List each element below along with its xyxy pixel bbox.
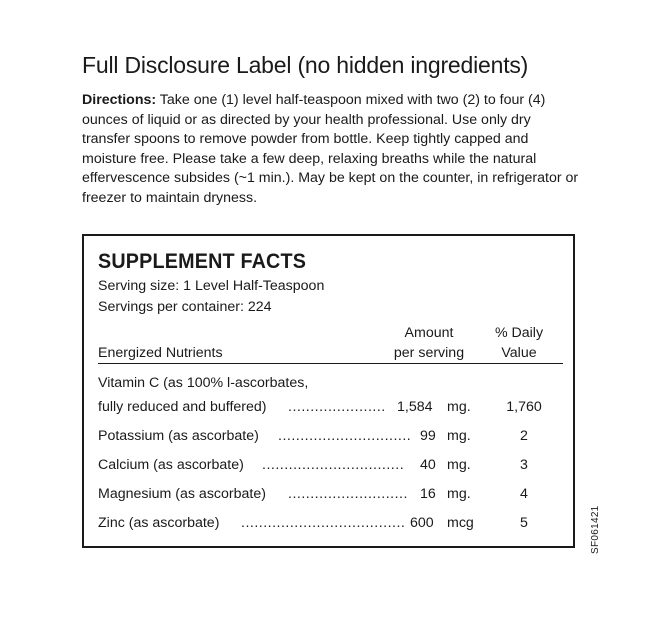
page-title: Full Disclosure Label (no hidden ingredients) bbox=[82, 52, 529, 78]
amount-header-line1: Amount bbox=[404, 325, 454, 341]
amount-header-line2: per serving bbox=[393, 345, 465, 361]
leader-dots: ..................................... bbox=[241, 515, 406, 531]
nutrient-amount: 40 bbox=[420, 457, 436, 473]
directions-paragraph bbox=[82, 91, 580, 209]
supplement-facts-panel bbox=[82, 234, 575, 548]
label-code: SF061421 bbox=[590, 505, 601, 554]
nutrient-name-vitamin-c: fully reduced and buffered) bbox=[98, 399, 267, 415]
nutrient-unit: mg. bbox=[447, 486, 471, 502]
nutrient-amount: 1,584 bbox=[397, 399, 433, 415]
nutrient-name-magnesium: Magnesium (as ascorbate) bbox=[98, 486, 266, 502]
nutrient-daily-value: 4 bbox=[520, 486, 528, 502]
nutrient-unit: mcg bbox=[447, 515, 474, 531]
nutrient-name-vitamin-c-line1: Vitamin C (as 100% l-ascorbates, bbox=[98, 375, 309, 391]
nutrient-daily-value: 5 bbox=[520, 515, 528, 531]
leader-dots: ........................... bbox=[288, 486, 408, 502]
nutrient-daily-value: 2 bbox=[520, 428, 528, 444]
nutrient-amount: 16 bbox=[420, 486, 436, 502]
nutrient-daily-value: 1,760 bbox=[506, 399, 542, 415]
facts-heading: SUPPLEMENT FACTS bbox=[98, 250, 307, 273]
amount-header bbox=[388, 323, 470, 363]
nutrient-name-potassium: Potassium (as ascorbate) bbox=[98, 428, 259, 444]
nutrient-amount: 99 bbox=[420, 428, 436, 444]
daily-value-header-line2: Value bbox=[501, 345, 537, 361]
daily-value-header bbox=[484, 323, 554, 363]
leader-dots: ...................... bbox=[288, 399, 386, 415]
header-rule bbox=[98, 363, 563, 364]
nutrient-unit: mg. bbox=[447, 399, 471, 415]
nutrient-unit: mg. bbox=[447, 428, 471, 444]
nutrient-unit: mg. bbox=[447, 457, 471, 473]
daily-value-header-line1: % Daily bbox=[494, 325, 544, 341]
leader-dots: .............................. bbox=[278, 428, 412, 444]
leader-dots: ................................ bbox=[262, 457, 405, 473]
servings-per-container: Servings per container: 224 bbox=[98, 299, 272, 315]
nutrients-header: Energized Nutrients bbox=[98, 345, 223, 361]
nutrient-name-zinc: Zinc (as ascorbate) bbox=[98, 515, 220, 531]
nutrient-name-calcium: Calcium (as ascorbate) bbox=[98, 457, 244, 473]
serving-size: Serving size: 1 Level Half-Teaspoon bbox=[98, 278, 325, 294]
directions-text: Take one (1) level half-teaspoon mixed with two (2) to four (4) ounces of liquid or as directed by your health professional. Use only dry transfer spoons to remove powder from bottle. Keep tightly capped and moisture free. Please take a few deep, relaxing breaths while the natural effervescence subsides (~1 min.). May be kept on the counter, in refrigerator or freezer to maintain dryness. bbox=[82, 92, 579, 206]
directions-label: Directions: bbox=[82, 92, 157, 108]
nutrient-daily-value: 3 bbox=[520, 457, 528, 473]
nutrient-amount: 600 bbox=[410, 515, 434, 531]
